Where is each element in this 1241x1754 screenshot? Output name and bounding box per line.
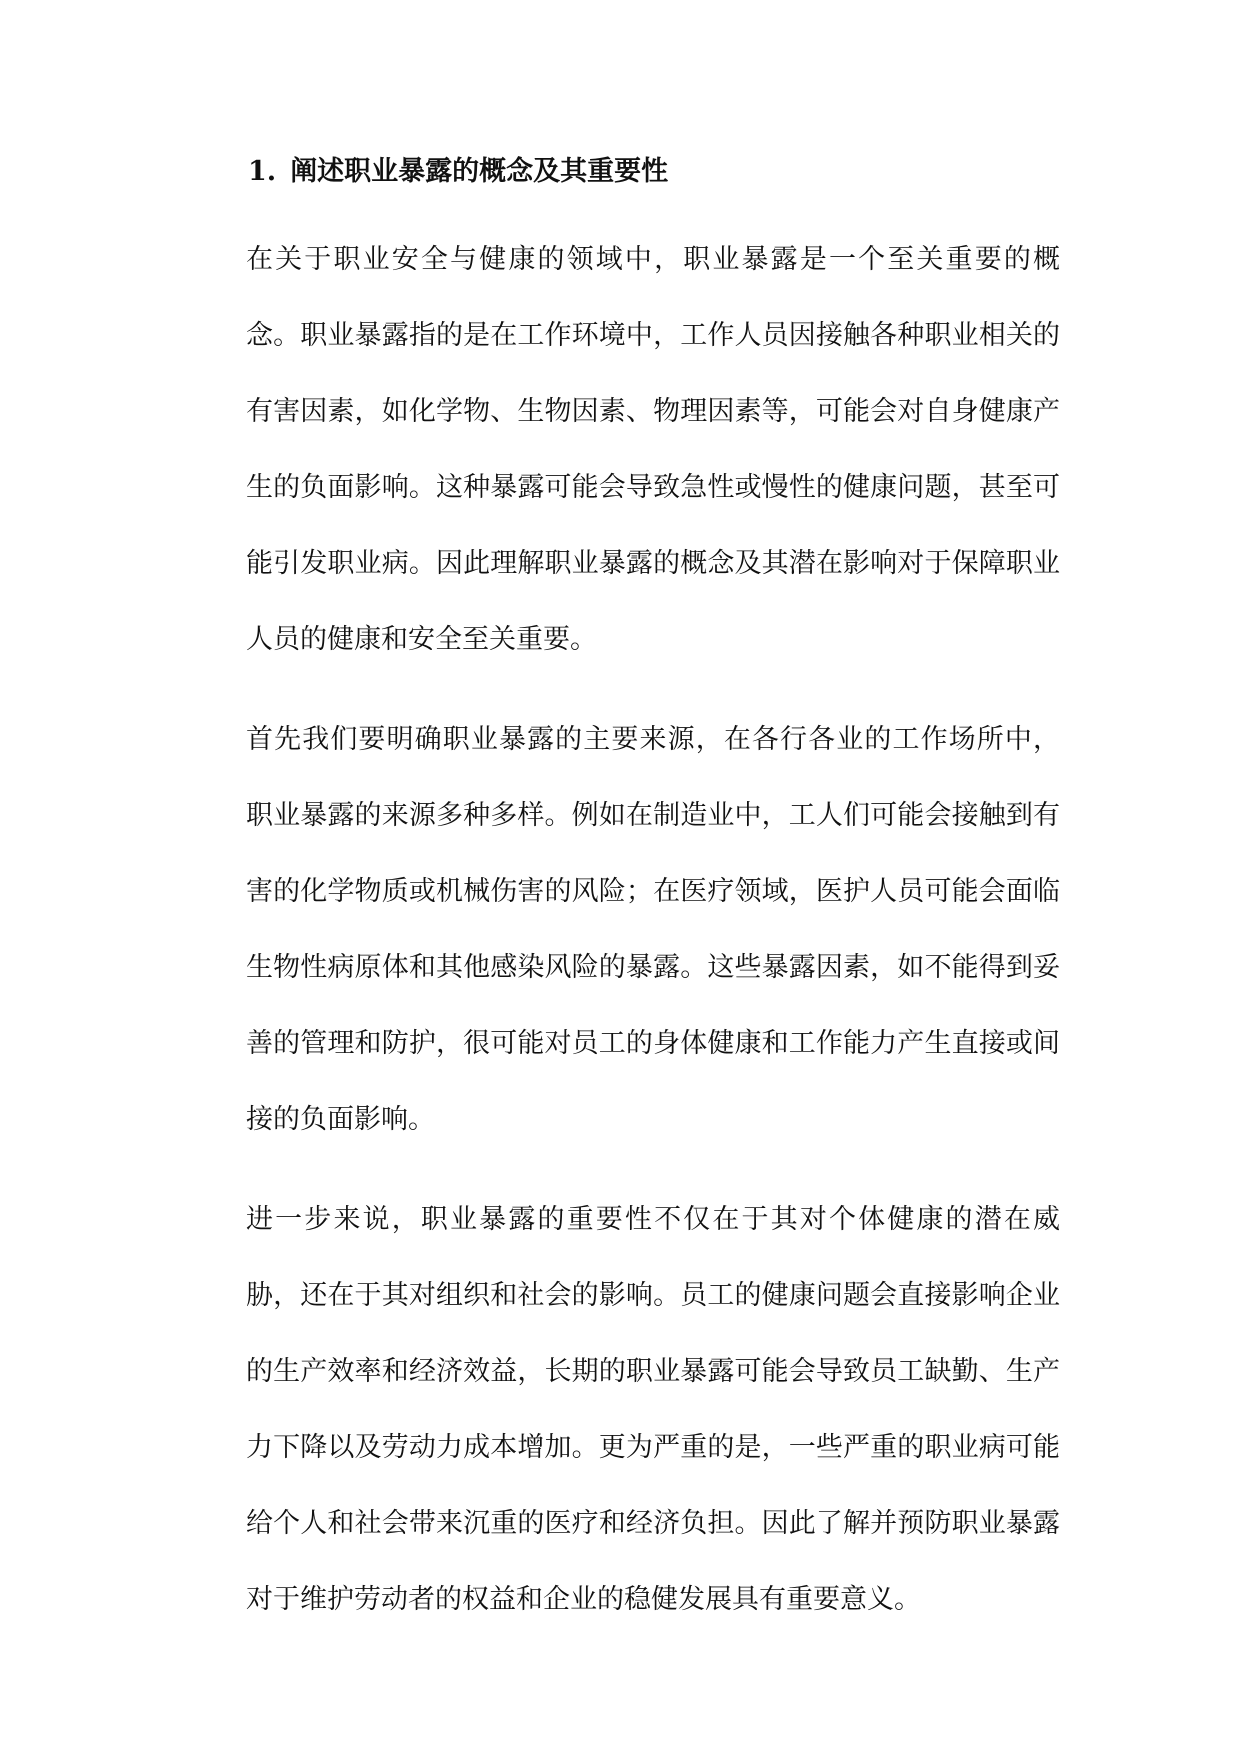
paragraph-line: 生物性病原体和其他感染风险的暴露。这些暴露因素，如不能得到妥 [246, 952, 1060, 983]
paragraph-line: 力下降以及劳动力成本增加。更为严重的是，一些严重的职业病可能 [246, 1432, 1060, 1463]
paragraph-line: 职业暴露的来源多种多样。例如在制造业中，工人们可能会接触到有 [246, 800, 1060, 831]
paragraph-line: 能引发职业病。因此理解职业暴露的概念及其潜在影响对于保障职业 [246, 548, 1060, 579]
paragraph-line: 的生产效率和经济效益，长期的职业暴露可能会导致员工缺勤、生产 [246, 1356, 1060, 1387]
paragraph-line: 善的管理和防护，很可能对员工的身体健康和工作能力产生直接或间 [246, 1028, 1060, 1059]
paragraph-line: 念。职业暴露指的是在工作环境中，工作人员因接触各种职业相关的 [246, 320, 1060, 351]
paragraph-line: 生的负面影响。这种暴露可能会导致急性或慢性的健康问题，甚至可 [246, 472, 1060, 503]
paragraph-line: 在关于职业安全与健康的领域中，职业暴露是一个至关重要的概 [246, 244, 1060, 275]
paragraph-line: 胁，还在于其对组织和社会的影响。员工的健康问题会直接影响企业 [246, 1280, 1060, 1311]
paragraph-line: 害的化学物质或机械伤害的风险；在医疗领域，医护人员可能会面临 [246, 876, 1060, 907]
document-body [190, 222, 1060, 1662]
paragraph-line: 接的负面影响。 [246, 1104, 435, 1135]
paragraph-line: 进一步来说，职业暴露的重要性不仅在于其对个体健康的潜在威 [246, 1204, 1060, 1235]
section-number: 1. [248, 156, 277, 187]
paragraph-line: 有害因素，如化学物、生物因素、物理因素等，可能会对自身健康产 [246, 396, 1060, 427]
paragraph [190, 222, 1060, 678]
paragraph-line: 给个人和社会带来沉重的医疗和经济负担。因此了解并预防职业暴露 [246, 1508, 1060, 1539]
paragraph [190, 1182, 1060, 1638]
paragraph-line: 对于维护劳动者的权益和企业的稳健发展具有重要意义。 [246, 1584, 921, 1615]
paragraph-line: 首先我们要明确职业暴露的主要来源，在各行各业的工作场所中， [246, 724, 1060, 755]
section-title: 阐述职业暴露的概念及其重要性 [290, 156, 669, 187]
section-heading [248, 146, 668, 198]
paragraph [190, 702, 1060, 1158]
paragraph-line: 人员的健康和安全至关重要。 [246, 624, 597, 655]
